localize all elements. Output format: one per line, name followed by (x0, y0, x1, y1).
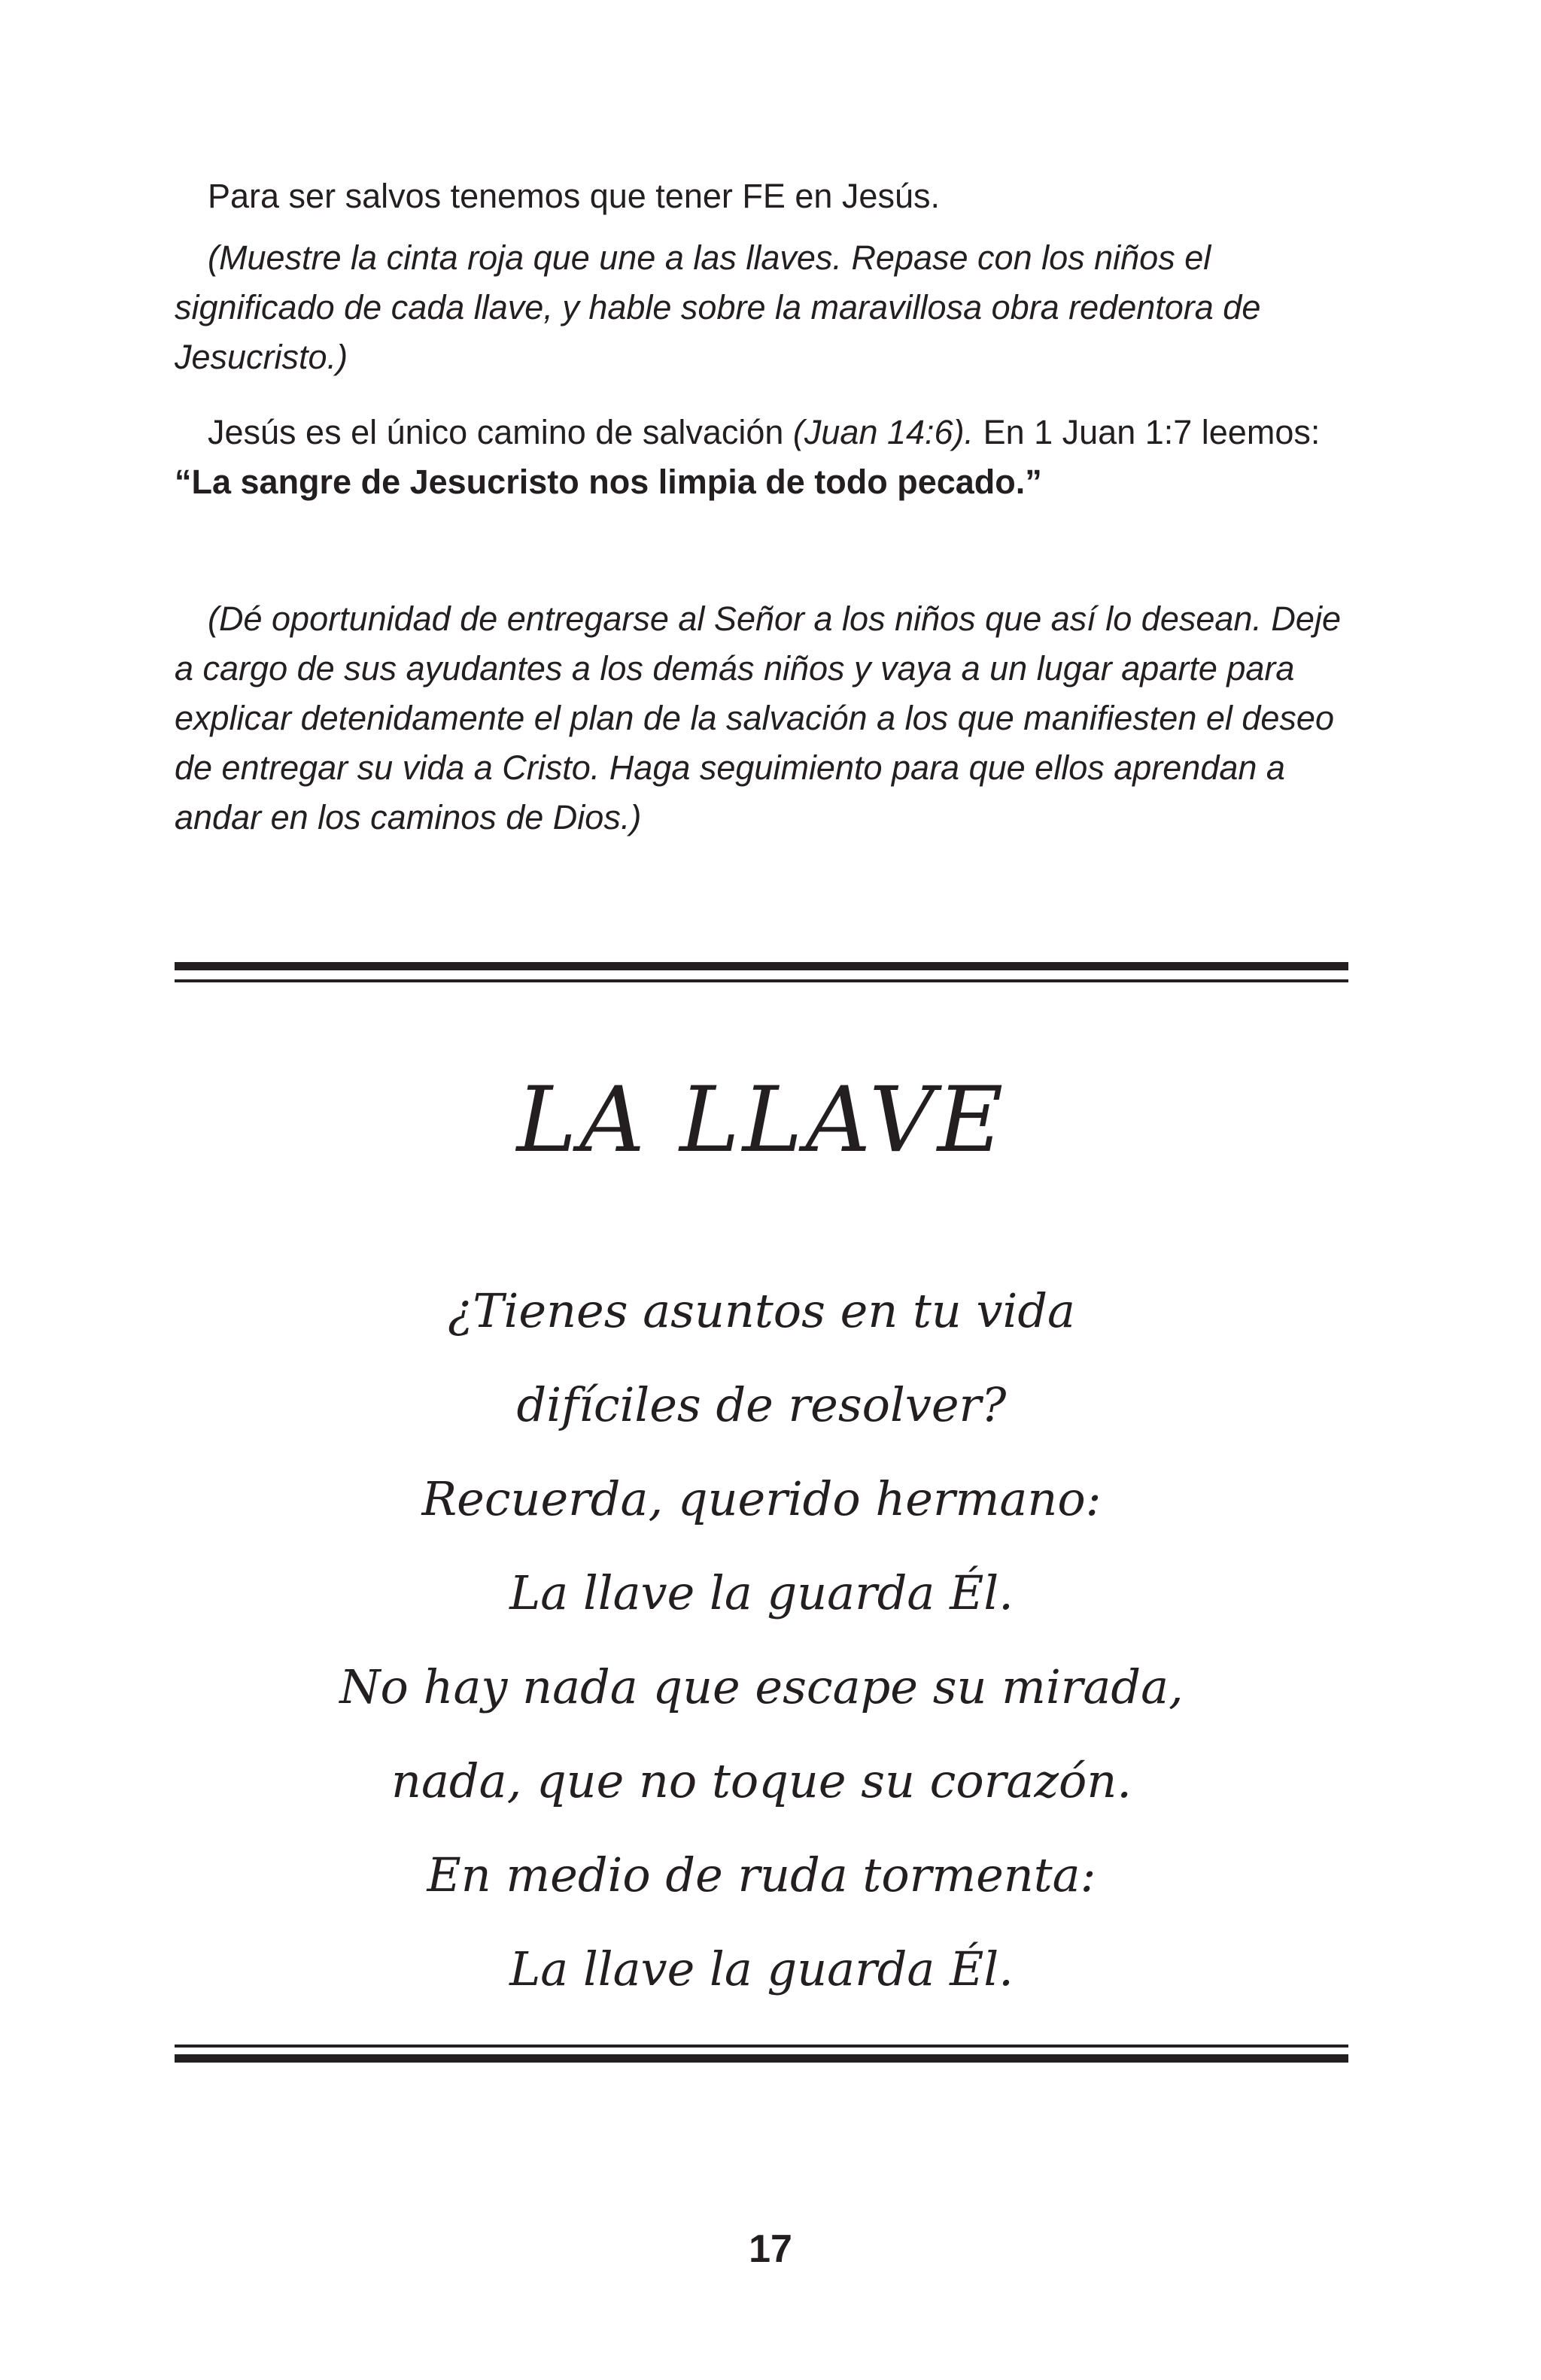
paragraph-only-way-text: Jesús es el único camino de salvación (208, 413, 793, 451)
poem-line: No hay nada que escape su mirada, (339, 1659, 1184, 1714)
divider-bottom-thick (175, 2054, 1348, 2063)
poem-line: nada, que no toque su corazón. (391, 1753, 1132, 1808)
poem-line: En medio de ruda tormenta: (427, 1847, 1096, 1902)
paragraph-faith: Para ser salvos tenemos que tener FE en Jesús. (208, 177, 940, 215)
poem-line: difíciles de resolver? (516, 1377, 1007, 1432)
poem-line: ¿Tienes asuntos en tu vida (447, 1283, 1076, 1338)
divider-top-thick (175, 962, 1348, 970)
poem-line: La llave la guarda Él. (509, 1941, 1014, 1996)
scripture-reference: (Juan 14:6). (792, 413, 974, 451)
divider-bottom-thin (175, 2045, 1348, 2048)
paragraph-only-way (175, 408, 1348, 507)
poem-line: Recuerda, querido hermano: (421, 1471, 1102, 1526)
scripture-quote: “La sangre de Jesucristo nos limpia de todo pecado.” (175, 463, 1042, 501)
paragraph-only-way-text-2: En 1 Juan 1:7 leemos: (974, 413, 1321, 451)
poem-body (175, 1264, 1348, 2016)
poem-title: LA LLAVE (516, 1068, 1007, 1173)
instruction-invitation: (Dé oportunidad de entregarse al Señor a los niños que así lo desean. Deje a cargo de sus ayudantes a los demás niños y vaya a un lugar aparte para explicar detenidamente el plan de la salvación a los que manifiesten el deseo de entregar su vida a Cristo. Haga seguimiento para que ellos aprendan a andar en los caminos de Dios.) (175, 600, 1341, 836)
instruction-show-ribbon: (Muestre la cinta roja que une a las llaves. Repase con los niños el significado de cada llave, y hable sobre la maravillosa obra redentora de Jesucristo.) (175, 238, 1261, 376)
poem-line: La llave la guarda Él. (509, 1565, 1014, 1620)
page-number: 17 (749, 2227, 792, 2271)
divider-top-thin (175, 979, 1348, 982)
